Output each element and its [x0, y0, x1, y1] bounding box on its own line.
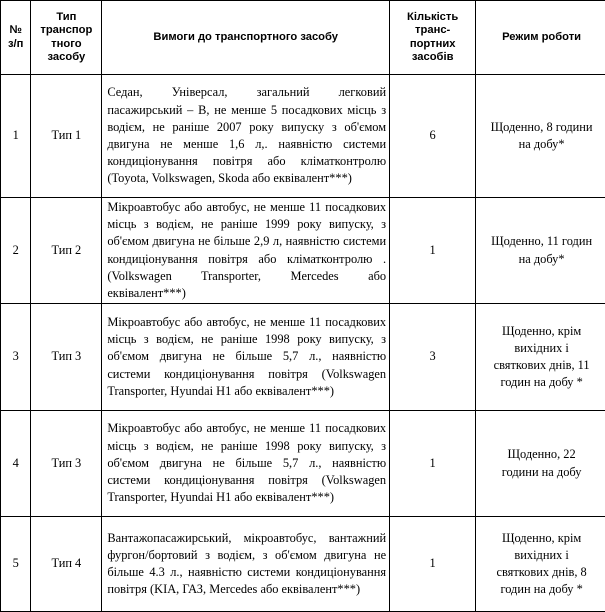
- row-vehicle-type: Тип 3: [31, 411, 102, 517]
- row-quantity: 1: [390, 198, 476, 304]
- row-operating-mode: [476, 304, 605, 411]
- row-vehicle-type: Тип 4: [31, 517, 102, 612]
- table-row: [1, 304, 605, 411]
- row-operating-mode: [476, 411, 605, 517]
- row-requirements: Седан, Універсал, загальний легковий пасажирський – В, не менше 5 посадкових місць з водієм, не раніше 2007 року випуску з об'ємом двигуна не менше 1,6 л,. наявністю системи кондиціонування повітря або кліматконтролю (Toyota, Volkswagen, Skoda або еквівалент***): [102, 75, 390, 198]
- header-vehicle-type: [31, 1, 102, 75]
- header-requirements-text: Вимоги до транспортного засобу: [102, 31, 389, 44]
- table-row: [1, 75, 605, 198]
- table-header-row: [1, 1, 605, 75]
- row-operating-mode-text: Щоденно, 22 години на добу: [492, 446, 592, 480]
- header-quantity: [390, 1, 476, 75]
- row-number: 5: [1, 517, 31, 612]
- row-operating-mode-text: Щоденно, 11 годин на добу*: [486, 233, 598, 267]
- row-requirements: Мікроавтобус або автобус, не менше 11 посадкових місць з водієм, не раніше 1998 року випуску, з об'ємом двигуна не більше 5,7 л., наявністю системи кондиціонування повітря (Volkswagen Transporter, Hyundai H1 або еквівалент***): [102, 411, 390, 517]
- header-number-text: № з/п: [5, 24, 27, 51]
- row-number: 2: [1, 198, 31, 304]
- row-number: 1: [1, 75, 31, 198]
- row-quantity: 1: [390, 517, 476, 612]
- table-row: [1, 198, 605, 304]
- row-vehicle-type: Тип 3: [31, 304, 102, 411]
- row-operating-mode: [476, 517, 605, 612]
- row-number: 3: [1, 304, 31, 411]
- row-quantity: 1: [390, 411, 476, 517]
- header-requirements: [102, 1, 390, 75]
- header-vehicle-type-text: Тип транспор тного засобу: [36, 11, 96, 65]
- header-operating-mode: [476, 1, 605, 75]
- row-requirements: Вантажопасажирський, мікроавтобус, вантажний фургон/бортовий з водієм, з об'ємом двигуна не більше 4.3 л., наявністю системи кондиціонування повітря (KIA, ГАЗ, Mercedes або еквівалент***): [102, 517, 390, 612]
- row-operating-mode-text: Щоденно, крім вихідних і святкових днів, 11 годин на добу *: [492, 323, 592, 392]
- table-row: [1, 411, 605, 517]
- row-requirements: Мікроавтобус або автобус, не менше 11 посадкових місць з водієм, не раніше 1998 року випуску, з об'ємом двигуна не більше 5,7 л., наявністю системи кондиціонування повітря (Volkswagen Transporter, Hyundai H1 або еквівалент***): [102, 304, 390, 411]
- row-operating-mode: [476, 198, 605, 304]
- row-vehicle-type: Тип 2: [31, 198, 102, 304]
- row-vehicle-type: Тип 1: [31, 75, 102, 198]
- row-operating-mode: [476, 75, 605, 198]
- table-row: [1, 517, 605, 612]
- header-number: [1, 1, 31, 75]
- row-operating-mode-text: Щоденно, крім вихідних і святкових днів, 8 годин на добу *: [492, 530, 592, 599]
- row-quantity: 3: [390, 304, 476, 411]
- header-operating-mode-text: Режим роботи: [476, 31, 605, 44]
- row-requirements: Мікроавтобус або автобус, не менше 11 посадкових місць з водієм, не раніше 1999 року випуску, з об'ємом двигуна не більше 2,9 л, наявністю системи кондиціонування повітря або кліматконтролю . (Volkswagen Transporter, Mercedes або еквівалент***): [102, 198, 390, 304]
- header-quantity-text: Кількість транс-портних засобів: [397, 11, 469, 65]
- row-quantity: 6: [390, 75, 476, 198]
- row-number: 4: [1, 411, 31, 517]
- row-operating-mode-text: Щоденно, 8 години на добу*: [487, 119, 597, 153]
